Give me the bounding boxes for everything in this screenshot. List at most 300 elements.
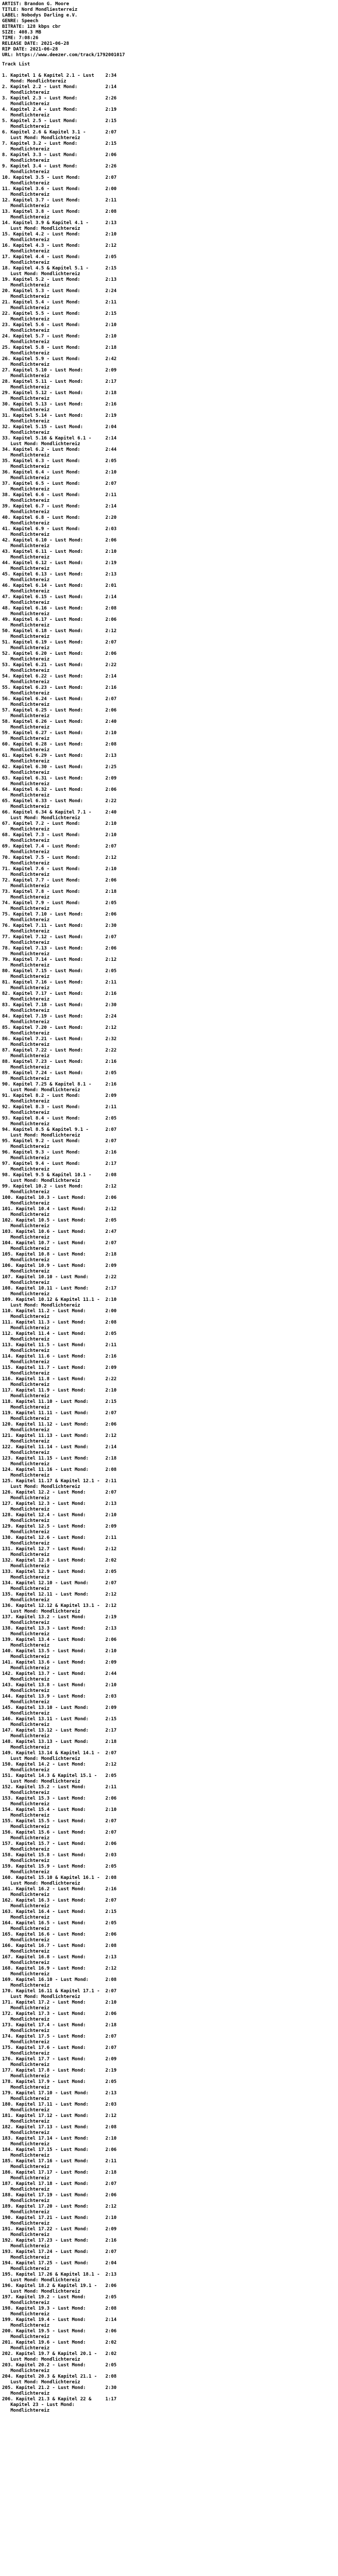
track-line: 75. Kapitel 7.10 - Lust Mond: 2:06 bbox=[2, 912, 117, 917]
track-line: 66. Kapitel 6.34 & Kapitel 7.1 - 2:40 bbox=[2, 810, 117, 815]
track-line: Mondlichtereiz bbox=[2, 2130, 50, 2136]
track-line: Mond: Mondlichtereiz bbox=[2, 79, 66, 84]
track-line: 64. Kapitel 6.32 - Lust Mond: 2:06 bbox=[2, 787, 117, 792]
track-line: 12. Kapitel 3.7 - Lust Mond: 2:11 bbox=[2, 198, 117, 203]
track-line: 156. Kapitel 15.6 - Lust Mond: 2:07 bbox=[2, 1830, 117, 1835]
track-line: Mondlichtereiz bbox=[2, 1564, 50, 1569]
track-line: Mondlichtereiz bbox=[2, 1711, 50, 1716]
track-line: Mondlichtereiz bbox=[2, 929, 50, 934]
track-line: Lust Mond: Mondlichtereiz bbox=[2, 2278, 80, 2283]
track-line: Mondlichtereiz bbox=[2, 668, 50, 673]
track-line: Mondlichtereiz bbox=[2, 1269, 50, 1274]
track-line: 90. Kapitel 7.25 & Kapitel 8.1 - 2:16 bbox=[2, 1082, 117, 1087]
track-line: 144. Kapitel 13.9 - Lust Mond: 2:03 bbox=[2, 1694, 117, 1699]
track-line: Mondlichtereiz bbox=[2, 918, 50, 923]
track-line: Mondlichtereiz bbox=[2, 963, 50, 968]
track-line: Mondlichtereiz bbox=[2, 2255, 50, 2260]
track-line: 166. Kapitel 16.7 - Lust Mond: 2:08 bbox=[2, 1943, 117, 1948]
track-line: 190. Kapitel 17.21 - Lust Mond: 2:10 bbox=[2, 2215, 117, 2221]
track-line: Lust Mond: Mondlichtereiz bbox=[2, 2380, 80, 2385]
track-line: Mondlichtereiz bbox=[2, 487, 50, 492]
track-line: 60. Kapitel 6.28 - Lust Mond: 2:08 bbox=[2, 742, 117, 747]
track-line: Mondlichtereiz bbox=[2, 124, 50, 129]
track-line: Mondlichtereiz bbox=[2, 1518, 50, 1523]
track-line: 20. Kapitel 5.3 - Lust Mond: 2:24 bbox=[2, 289, 117, 294]
track-line: 164. Kapitel 16.5 - Lust Mond: 2:05 bbox=[2, 1921, 117, 1926]
track-line: Mondlichtereiz bbox=[2, 351, 50, 356]
track-line: Lust Mond: Mondlichtereiz bbox=[2, 1881, 80, 1886]
track-line: Mondlichtereiz bbox=[2, 317, 50, 322]
track-line: Mondlichtereiz bbox=[2, 986, 50, 991]
track-line: 205. Kapitel 21.2 - Lust Mond: 2:30 bbox=[2, 2385, 117, 2391]
meta-time: TIME: 7:08:26 bbox=[2, 36, 39, 41]
track-line: Mondlichtereiz bbox=[2, 1836, 50, 1841]
track-line: Mondlichtereiz bbox=[2, 204, 50, 209]
track-line: 83. Kapitel 7.18 - Lust Mond: 2:30 bbox=[2, 1003, 117, 1008]
track-line: Mondlichtereiz bbox=[2, 2153, 50, 2158]
track-line: Mondlichtereiz bbox=[2, 158, 50, 163]
track-line: 154. Kapitel 15.4 - Lust Mond: 2:10 bbox=[2, 1807, 117, 1812]
track-line: 185. Kapitel 17.16 - Lust Mond: 2:11 bbox=[2, 2159, 117, 2164]
track-line: 125. Kapitel 11.17 & Kapitel 12.1 - 2:11 bbox=[2, 1479, 117, 1484]
track-line: 71. Kapitel 7.6 - Lust Mond: 2:10 bbox=[2, 867, 117, 872]
meta-size: SIZE: 408.3 MB bbox=[2, 30, 41, 35]
track-line: Mondlichtereiz bbox=[2, 294, 50, 299]
track-line: Mondlichtereiz bbox=[2, 408, 50, 413]
track-line: 158. Kapitel 15.8 - Lust Mond: 2:03 bbox=[2, 1853, 117, 1858]
track-line: Mondlichtereiz bbox=[2, 2040, 50, 2045]
track-line: Mondlichtereiz bbox=[2, 2368, 50, 2374]
track-line: Mondlichtereiz bbox=[2, 181, 50, 186]
track-line: Lust Mond: Mondlichtereiz bbox=[2, 272, 80, 277]
track-line: 94. Kapitel 8.5 & Kapitel 9.1 - 2:07 bbox=[2, 1127, 117, 1132]
track-line: Mondlichtereiz bbox=[2, 1552, 50, 1557]
track-line: Mondlichtereiz bbox=[2, 1824, 50, 1829]
track-line: 137. Kapitel 13.2 - Lust Mond: 2:19 bbox=[2, 1615, 117, 1620]
track-line: Mondlichtereiz bbox=[2, 1654, 50, 1659]
track-line: Mondlichtereiz bbox=[2, 1167, 50, 1172]
track-line: Mondlichtereiz bbox=[2, 1110, 50, 1115]
track-line: Mondlichtereiz bbox=[2, 453, 50, 458]
track-line: 146. Kapitel 13.11 - Lust Mond: 2:15 bbox=[2, 1717, 117, 1722]
track-line: 79. Kapitel 7.14 - Lust Mond: 2:12 bbox=[2, 957, 117, 962]
track-line: 26. Kapitel 5.9 - Lust Mond: 2:42 bbox=[2, 357, 117, 362]
track-line: 140. Kapitel 13.5 - Lust Mond: 2:10 bbox=[2, 1649, 117, 1654]
track-line: Mondlichtereiz bbox=[2, 759, 50, 764]
track-line: 67. Kapitel 7.2 - Lust Mond: 2:10 bbox=[2, 821, 117, 826]
track-line: 138. Kapitel 13.3 - Lust Mond: 2:13 bbox=[2, 1626, 117, 1631]
track-line: Mondlichtereiz bbox=[2, 2017, 50, 2022]
track-line: 41. Kapitel 6.9 - Lust Mond: 2:03 bbox=[2, 527, 117, 532]
meta-release-date: RELEASE DATE: 2021-06-28 bbox=[2, 41, 70, 46]
track-line: 167. Kapitel 16.8 - Lust Mond: 2:13 bbox=[2, 1955, 117, 1960]
track-line: Mondlichtereiz bbox=[2, 1643, 50, 1648]
track-line: 7. Kapitel 3.2 - Lust Mond: 2:15 bbox=[2, 141, 117, 146]
track-line: Mondlichtereiz bbox=[2, 1235, 50, 1240]
track-line: Mondlichtereiz bbox=[2, 396, 50, 401]
track-line: Mondlichtereiz bbox=[2, 2051, 50, 2056]
track-line: 53. Kapitel 6.21 - Lust Mond: 2:22 bbox=[2, 663, 117, 668]
track-line: Lust Mond: Mondlichtereiz bbox=[2, 226, 80, 231]
track-line: 68. Kapitel 7.3 - Lust Mond: 2:10 bbox=[2, 833, 117, 838]
track-line: 57. Kapitel 6.25 - Lust Mond: 2:06 bbox=[2, 708, 117, 713]
track-line: Mondlichtereiz bbox=[2, 612, 50, 617]
track-line: 121. Kapitel 11.13 - Lust Mond: 2:12 bbox=[2, 1433, 117, 1438]
track-line: 122. Kapitel 11.14 - Lust Mond: 2:14 bbox=[2, 1445, 117, 1450]
track-line: 52. Kapitel 6.20 - Lust Mond: 2:06 bbox=[2, 651, 117, 656]
track-line: Lust Mond: Mondlichtereiz bbox=[2, 2357, 80, 2362]
track-line: 3. Kapitel 2.3 - Lust Mond: 2:26 bbox=[2, 96, 117, 101]
track-line: 113. Kapitel 11.5 - Lust Mond: 2:11 bbox=[2, 1343, 117, 1348]
track-line: 107. Kapitel 10.10 - Lust Mond: 2:22 bbox=[2, 1275, 117, 1280]
track-line: 34. Kapitel 6.2 - Lust Mond: 2:44 bbox=[2, 447, 117, 452]
track-line: Mondlichtereiz bbox=[2, 1983, 50, 1988]
track-line: 196. Kapitel 18.2 & Kapitel 19.1 - 2:06 bbox=[2, 2283, 117, 2289]
track-line: 76. Kapitel 7.11 - Lust Mond: 2:30 bbox=[2, 923, 117, 928]
track-line: 48. Kapitel 6.16 - Lust Mond: 2:08 bbox=[2, 606, 117, 611]
track-line: 130. Kapitel 12.6 - Lust Mond: 2:11 bbox=[2, 1535, 117, 1540]
track-line: Mondlichtereiz bbox=[2, 1575, 50, 1580]
track-line: 27. Kapitel 5.10 - Lust Mond: 2:09 bbox=[2, 368, 117, 373]
track-line: Mondlichtereiz bbox=[2, 691, 50, 696]
track-line: Mondlichtereiz bbox=[2, 1870, 50, 1875]
track-line: Mondlichtereiz bbox=[2, 736, 50, 741]
track-line: Mondlichtereiz bbox=[2, 1337, 50, 1342]
track-line: 160. Kapitel 15.10 & Kapitel 16.1 - 2:08 bbox=[2, 1875, 117, 1880]
track-line: Mondlichtereiz bbox=[2, 306, 50, 311]
track-line: Mondlichtereiz bbox=[2, 1065, 50, 1070]
track-line: 33. Kapitel 5.16 & Kapitel 6.1 - 2:14 bbox=[2, 436, 117, 441]
track-line: Mondlichtereiz bbox=[2, 430, 50, 435]
track-line: 136. Kapitel 12.12 & Kapitel 13.1 - 2:12 bbox=[2, 1603, 117, 1608]
track-line: Mondlichtereiz bbox=[2, 1450, 50, 1455]
track-line: Mondlichtereiz bbox=[2, 147, 50, 152]
track-line: Mondlichtereiz bbox=[2, 1405, 50, 1410]
track-line: Mondlichtereiz bbox=[2, 521, 50, 526]
track-line: Mondlichtereiz bbox=[2, 1360, 50, 1365]
track-line: Mondlichtereiz bbox=[2, 1496, 50, 1501]
meta-title: TITLE: Nord Mondliesterreiz bbox=[2, 7, 78, 12]
track-line: Mondlichtereiz bbox=[2, 1258, 50, 1263]
track-line: Mondlichtereiz bbox=[2, 1586, 50, 1591]
track-line: Mondlichtereiz bbox=[2, 600, 50, 605]
track-line: 23. Kapitel 5.6 - Lust Mond: 2:10 bbox=[2, 323, 117, 328]
track-line: 49. Kapitel 6.17 - Lust Mond: 2:06 bbox=[2, 617, 117, 622]
track-line: Mondlichtereiz bbox=[2, 2221, 50, 2226]
track-line: Mondlichtereiz bbox=[2, 1099, 50, 1104]
track-line: Mondlichtereiz bbox=[2, 1280, 50, 1285]
track-line: Mondlichtereiz bbox=[2, 2006, 50, 2011]
track-line: Mondlichtereiz bbox=[2, 872, 50, 877]
track-line: Mondlichtereiz bbox=[2, 1802, 50, 1807]
track-line: Mondlichtereiz bbox=[2, 1960, 50, 1965]
track-line: Mondlichtereiz bbox=[2, 2187, 50, 2192]
track-line: 174. Kapitel 17.5 - Lust Mond: 2:07 bbox=[2, 2034, 117, 2039]
track-line: 86. Kapitel 7.21 - Lust Mond: 2:32 bbox=[2, 1037, 117, 1042]
track-line: 11. Kapitel 3.6 - Lust Mond: 2:00 bbox=[2, 187, 117, 192]
track-line: Mondlichtereiz bbox=[2, 1462, 50, 1467]
track-line: 9. Kapitel 3.4 - Lust Mond: 2:26 bbox=[2, 164, 117, 169]
track-line: 28. Kapitel 5.11 - Lust Mond: 2:17 bbox=[2, 379, 117, 384]
track-line: Mondlichtereiz bbox=[2, 804, 50, 809]
track-line: 143. Kapitel 13.8 - Lust Mond: 2:10 bbox=[2, 1683, 117, 1688]
track-line: 191. Kapitel 17.22 - Lust Mond: 2:09 bbox=[2, 2227, 117, 2232]
track-line: Mondlichtereiz bbox=[2, 1813, 50, 1818]
track-line: 119. Kapitel 11.11 - Lust Mond: 2:07 bbox=[2, 1411, 117, 1416]
track-line: Mondlichtereiz bbox=[2, 215, 50, 220]
track-line: Mondlichtereiz bbox=[2, 2028, 50, 2033]
track-line: 15. Kapitel 4.2 - Lust Mond: 2:10 bbox=[2, 232, 117, 237]
track-line: 201. Kapitel 19.6 - Lust Mond: 2:02 bbox=[2, 2340, 117, 2345]
track-line: Lust Mond: Mondlichtereiz bbox=[2, 442, 80, 447]
track-line: 59. Kapitel 6.27 - Lust Mond: 2:10 bbox=[2, 731, 117, 736]
track-line: Mondlichtereiz bbox=[2, 1246, 50, 1251]
track-line: Mondlichtereiz bbox=[2, 748, 50, 753]
track-line: 63. Kapitel 6.31 - Lust Mond: 2:09 bbox=[2, 776, 117, 781]
track-line: Mondlichtereiz bbox=[2, 2323, 50, 2328]
track-line: Mondlichtereiz bbox=[2, 1892, 50, 1897]
track-line: 37. Kapitel 6.5 - Lust Mond: 2:07 bbox=[2, 481, 117, 486]
track-line: 69. Kapitel 7.4 - Lust Mond: 2:07 bbox=[2, 844, 117, 849]
track-line: Mondlichtereiz bbox=[2, 1666, 50, 1671]
track-line: Mondlichtereiz bbox=[2, 646, 50, 651]
track-line: 165. Kapitel 16.6 - Lust Mond: 2:06 bbox=[2, 1932, 117, 1937]
track-line: 200. Kapitel 19.5 - Lust Mond: 2:06 bbox=[2, 2329, 117, 2334]
meta-bitrate: BITRATE: 128 kbps cbr bbox=[2, 24, 61, 29]
track-line: 170. Kapitel 16.11 & Kapitel 17.1 - 2:07 bbox=[2, 1989, 117, 1994]
track-line: Mondlichtereiz bbox=[2, 192, 50, 197]
track-line: 189. Kapitel 17.20 - Lust Mond: 2:12 bbox=[2, 2204, 117, 2209]
track-line: Mondlichtereiz bbox=[2, 827, 50, 832]
track-line: Mondlichtereiz bbox=[2, 1156, 50, 1161]
track-line: Mondlichtereiz bbox=[2, 1031, 50, 1036]
track-line: 61. Kapitel 6.29 - Lust Mond: 2:13 bbox=[2, 753, 117, 758]
track-line: Mondlichtereiz bbox=[2, 464, 50, 469]
track-line: 97. Kapitel 9.4 - Lust Mond: 2:17 bbox=[2, 1161, 117, 1166]
track-line: Mondlichtereiz bbox=[2, 2334, 50, 2340]
track-line: 159. Kapitel 15.9 - Lust Mond: 2:05 bbox=[2, 1864, 117, 1869]
track-line: Mondlichtereiz bbox=[2, 1348, 50, 1353]
track-line: Lust Mond: Mondlichtereiz bbox=[2, 2289, 80, 2294]
track-line: 141. Kapitel 13.6 - Lust Mond: 2:09 bbox=[2, 1660, 117, 1665]
track-line: 202. Kapitel 19.7 & Kapitel 20.1 - 2:02 bbox=[2, 2351, 117, 2357]
track-line: 115. Kapitel 11.7 - Lust Mond: 2:09 bbox=[2, 1365, 117, 1370]
meta-artist: ARTIST: Brandon G. Moore bbox=[2, 2, 70, 7]
track-line: Mondlichtereiz bbox=[2, 2074, 50, 2079]
track-line: 147. Kapitel 13.12 - Lust Mond: 2:17 bbox=[2, 1728, 117, 1733]
track-line: Mondlichtereiz bbox=[2, 1314, 50, 1319]
track-line: 42. Kapitel 6.10 - Lust Mond: 2:06 bbox=[2, 538, 117, 543]
tracklist-heading: Track List bbox=[2, 62, 30, 67]
track-line: Mondlichtereiz bbox=[2, 1507, 50, 1512]
track-line: 58. Kapitel 6.26 - Lust Mond: 2:40 bbox=[2, 719, 117, 724]
track-line: 112. Kapitel 11.4 - Lust Mond: 2:05 bbox=[2, 1331, 117, 1336]
track-line: Lust Mond: Mondlichtereiz bbox=[2, 135, 80, 141]
track-line: Mondlichtereiz bbox=[2, 385, 50, 390]
track-line: 16. Kapitel 4.3 - Lust Mond: 2:12 bbox=[2, 243, 117, 248]
track-line: Mondlichtereiz bbox=[2, 1858, 50, 1863]
track-line: 32. Kapitel 5.15 - Lust Mond: 2:04 bbox=[2, 425, 117, 430]
track-line: Lust Mond: Mondlichtereiz bbox=[2, 1779, 80, 1784]
track-line: Mondlichtereiz bbox=[2, 838, 50, 843]
metadata-block bbox=[2, 2, 332, 58]
track-line: 104. Kapitel 10.7 - Lust Mond: 2:07 bbox=[2, 1241, 117, 1246]
track-line: 92. Kapitel 8.3 - Lust Mond: 2:11 bbox=[2, 1105, 117, 1110]
track-line: Mondlichtereiz bbox=[2, 1473, 50, 1478]
track-line: Mondlichtereiz bbox=[2, 2108, 50, 2113]
track-line: Mondlichtereiz bbox=[2, 2300, 50, 2306]
track-line: Mondlichtereiz bbox=[2, 2232, 50, 2238]
track-line: 100. Kapitel 10.3 - Lust Mond: 2:06 bbox=[2, 1195, 117, 1200]
track-line: 171. Kapitel 17.2 - Lust Mond: 2:10 bbox=[2, 2000, 117, 2005]
track-line: Kapitel 23 - Lust Mond: bbox=[2, 2402, 75, 2408]
track-line: 197. Kapitel 19.2 - Lust Mond: 2:05 bbox=[2, 2295, 117, 2300]
track-line: 88. Kapitel 7.23 - Lust Mond: 2:16 bbox=[2, 1059, 117, 1064]
track-line: 168. Kapitel 16.9 - Lust Mond: 2:12 bbox=[2, 1966, 117, 1971]
track-line: Mondlichtereiz bbox=[2, 1677, 50, 1682]
track-line: 54. Kapitel 6.22 - Lust Mond: 2:14 bbox=[2, 674, 117, 679]
track-line: 192. Kapitel 17.23 - Lust Mond: 2:16 bbox=[2, 2238, 117, 2243]
track-line: 134. Kapitel 12.10 - Lust Mond: 2:07 bbox=[2, 1581, 117, 1586]
track-line: 85. Kapitel 7.20 - Lust Mond: 2:12 bbox=[2, 1025, 117, 1030]
track-line: Mondlichtereiz bbox=[2, 544, 50, 549]
track-line: Mondlichtereiz bbox=[2, 1745, 50, 1750]
track-line: Mondlichtereiz bbox=[2, 340, 50, 345]
track-line: 102. Kapitel 10.5 - Lust Mond: 2:05 bbox=[2, 1218, 117, 1223]
track-line: 108. Kapitel 10.11 - Lust Mond: 2:17 bbox=[2, 1286, 117, 1291]
track-line: Mondlichtereiz bbox=[2, 1972, 50, 1977]
track-line: Mondlichtereiz bbox=[2, 906, 50, 911]
track-line: Mondlichtereiz bbox=[2, 793, 50, 798]
track-line: Mondlichtereiz bbox=[2, 1632, 50, 1637]
track-line: Mondlichtereiz bbox=[2, 2408, 50, 2413]
track-line: Mondlichtereiz bbox=[2, 1008, 50, 1013]
track-line: Mondlichtereiz bbox=[2, 1530, 50, 1535]
track-line: 193. Kapitel 17.24 - Lust Mond: 2:07 bbox=[2, 2249, 117, 2255]
track-line: 123. Kapitel 11.15 - Lust Mond: 2:18 bbox=[2, 1456, 117, 1461]
track-line: 109. Kapitel 10.12 & Kapitel 11.1 - 2:10 bbox=[2, 1297, 117, 1302]
track-line: 62. Kapitel 6.30 - Lust Mond: 2:25 bbox=[2, 765, 117, 770]
track-line: 77. Kapitel 7.12 - Lust Mond: 2:07 bbox=[2, 935, 117, 940]
track-line: 24. Kapitel 5.7 - Lust Mond: 2:10 bbox=[2, 334, 117, 339]
track-line: 111. Kapitel 11.3 - Lust Mond: 2:08 bbox=[2, 1320, 117, 1325]
track-line: 35. Kapitel 6.3 - Lust Mond: 2:05 bbox=[2, 459, 117, 464]
track-line: 186. Kapitel 17.17 - Lust Mond: 2:18 bbox=[2, 2170, 117, 2175]
track-line: 155. Kapitel 15.5 - Lust Mond: 2:07 bbox=[2, 1819, 117, 1824]
track-line: 4. Kapitel 2.4 - Lust Mond: 2:19 bbox=[2, 107, 117, 112]
track-line: 84. Kapitel 7.19 - Lust Mond: 2:24 bbox=[2, 1014, 117, 1019]
meta-rip-date: RIP DATE: 2021-06-28 bbox=[2, 47, 58, 52]
track-line: 184. Kapitel 17.15 - Lust Mond: 2:06 bbox=[2, 2147, 117, 2153]
track-line: 13. Kapitel 3.8 - Lust Mond: 2:08 bbox=[2, 209, 117, 214]
track-line: Mondlichtereiz bbox=[2, 1847, 50, 1852]
track-line: 65. Kapitel 6.33 - Lust Mond: 2:22 bbox=[2, 799, 117, 804]
track-line: Mondlichtereiz bbox=[2, 374, 50, 379]
track-line: 149. Kapitel 13.14 & Kapitel 14.1 - 2:07 bbox=[2, 1751, 117, 1756]
track-line: Lust Mond: Mondlichtereiz bbox=[2, 1994, 80, 1999]
track-line: 173. Kapitel 17.4 - Lust Mond: 2:18 bbox=[2, 2023, 117, 2028]
track-line: Mondlichtereiz bbox=[2, 702, 50, 707]
track-line: 38. Kapitel 6.6 - Lust Mond: 2:11 bbox=[2, 493, 117, 498]
track-line: Mondlichtereiz bbox=[2, 2346, 50, 2351]
meta-label: LABEL: Nobodys Darling e.V. bbox=[2, 13, 78, 18]
track-line: Mondlichtereiz bbox=[2, 1292, 50, 1297]
track-line: 187. Kapitel 17.18 - Lust Mond: 2:07 bbox=[2, 2181, 117, 2187]
track-line: 127. Kapitel 12.3 - Lust Mond: 2:13 bbox=[2, 1501, 117, 1506]
track-line: Mondlichtereiz bbox=[2, 2244, 50, 2249]
track-line: 74. Kapitel 7.9 - Lust Mond: 2:05 bbox=[2, 901, 117, 906]
track-line: Mondlichtereiz bbox=[2, 1122, 50, 1127]
track-line: 55. Kapitel 6.23 - Lust Mond: 2:16 bbox=[2, 685, 117, 690]
track-line: Lust Mond: Mondlichtereiz bbox=[2, 816, 80, 821]
track-line: Mondlichtereiz bbox=[2, 2210, 50, 2215]
meta-url: URL: https://www.deezer.com/track/1792001017 bbox=[2, 53, 125, 58]
track-line: 148. Kapitel 13.13 - Lust Mond: 2:18 bbox=[2, 1739, 117, 1744]
track-line: 2. Kapitel 2.2 - Lust Mond: 2:14 bbox=[2, 84, 117, 90]
track-line: Mondlichtereiz bbox=[2, 170, 50, 175]
track-line: Mondlichtereiz bbox=[2, 1076, 50, 1081]
track-line: 114. Kapitel 11.6 - Lust Mond: 2:16 bbox=[2, 1354, 117, 1359]
track-line: 8. Kapitel 3.3 - Lust Mond: 2:06 bbox=[2, 152, 117, 158]
track-line: 1. Kapitel 1 & Kapitel 2.1 - Lust 2:34 bbox=[2, 73, 117, 78]
track-line: 95. Kapitel 9.2 - Lust Mond: 2:07 bbox=[2, 1139, 117, 1144]
track-line: 179. Kapitel 17.10 - Lust Mond: 2:13 bbox=[2, 2091, 117, 2096]
track-line: 70. Kapitel 7.5 - Lust Mond: 2:12 bbox=[2, 855, 117, 860]
track-line: Mondlichtereiz bbox=[2, 895, 50, 900]
track-line: Mondlichtereiz bbox=[2, 555, 50, 560]
track-line: Mondlichtereiz bbox=[2, 589, 50, 594]
track-line: Mondlichtereiz bbox=[2, 2119, 50, 2124]
track-line: Mondlichtereiz bbox=[2, 1915, 50, 1920]
track-line: Mondlichtereiz bbox=[2, 997, 50, 1002]
track-line: 81. Kapitel 7.16 - Lust Mond: 2:11 bbox=[2, 980, 117, 985]
track-line: Mondlichtereiz bbox=[2, 1598, 50, 1603]
track-line: 183. Kapitel 17.14 - Lust Mond: 2:10 bbox=[2, 2136, 117, 2141]
track-line: 118. Kapitel 11.10 - Lust Mond: 2:15 bbox=[2, 1399, 117, 1404]
track-line: 199. Kapitel 19.4 - Lust Mond: 2:14 bbox=[2, 2317, 117, 2323]
track-line: 198. Kapitel 19.3 - Lust Mond: 2:08 bbox=[2, 2306, 117, 2311]
track-line: Mondlichtereiz bbox=[2, 1768, 50, 1773]
track-line: 150. Kapitel 14.2 - Lust Mond: 2:12 bbox=[2, 1762, 117, 1767]
track-line: Mondlichtereiz bbox=[2, 770, 50, 775]
track-line: 116. Kapitel 11.8 - Lust Mond: 2:22 bbox=[2, 1377, 117, 1382]
track-line: 181. Kapitel 17.12 - Lust Mond: 2:12 bbox=[2, 2113, 117, 2119]
track-line: 161. Kapitel 16.2 - Lust Mond: 2:16 bbox=[2, 1887, 117, 1892]
track-line: Mondlichtereiz bbox=[2, 657, 50, 662]
track-list bbox=[2, 73, 332, 2576]
track-line: 17. Kapitel 4.4 - Lust Mond: 2:05 bbox=[2, 255, 117, 260]
track-line: 44. Kapitel 6.12 - Lust Mond: 2:19 bbox=[2, 561, 117, 566]
track-line: 93. Kapitel 8.4 - Lust Mond: 2:05 bbox=[2, 1116, 117, 1121]
track-line: Mondlichtereiz bbox=[2, 566, 50, 571]
track-line: Mondlichtereiz bbox=[2, 2062, 50, 2067]
track-line: Mondlichtereiz bbox=[2, 1416, 50, 1421]
track-line: 139. Kapitel 13.4 - Lust Mond: 2:06 bbox=[2, 1637, 117, 1642]
track-line: Mondlichtereiz bbox=[2, 2266, 50, 2272]
track-line: 131. Kapitel 12.7 - Lust Mond: 2:12 bbox=[2, 1547, 117, 1552]
track-line: Mondlichtereiz bbox=[2, 714, 50, 719]
track-line: Mondlichtereiz bbox=[2, 1904, 50, 1909]
track-line: 18. Kapitel 4.5 & Kapitel 5.1 - 2:15 bbox=[2, 266, 117, 271]
track-line: 120. Kapitel 11.12 - Lust Mond: 2:06 bbox=[2, 1422, 117, 1427]
track-line: 98. Kapitel 9.5 & Kapitel 10.1 - 2:08 bbox=[2, 1173, 117, 1178]
track-line: Mondlichtereiz bbox=[2, 260, 50, 265]
track-line: 96. Kapitel 9.3 - Lust Mond: 2:16 bbox=[2, 1150, 117, 1155]
track-line: 151. Kapitel 14.3 & Kapitel 15.1 - 2:05 bbox=[2, 1773, 117, 1778]
track-line: 132. Kapitel 12.8 - Lust Mond: 2:02 bbox=[2, 1558, 117, 1563]
track-line: 195. Kapitel 17.26 & Kapitel 18.1 - 2:13 bbox=[2, 2272, 117, 2277]
track-line: 194. Kapitel 17.25 - Lust Mond: 2:04 bbox=[2, 2261, 117, 2266]
